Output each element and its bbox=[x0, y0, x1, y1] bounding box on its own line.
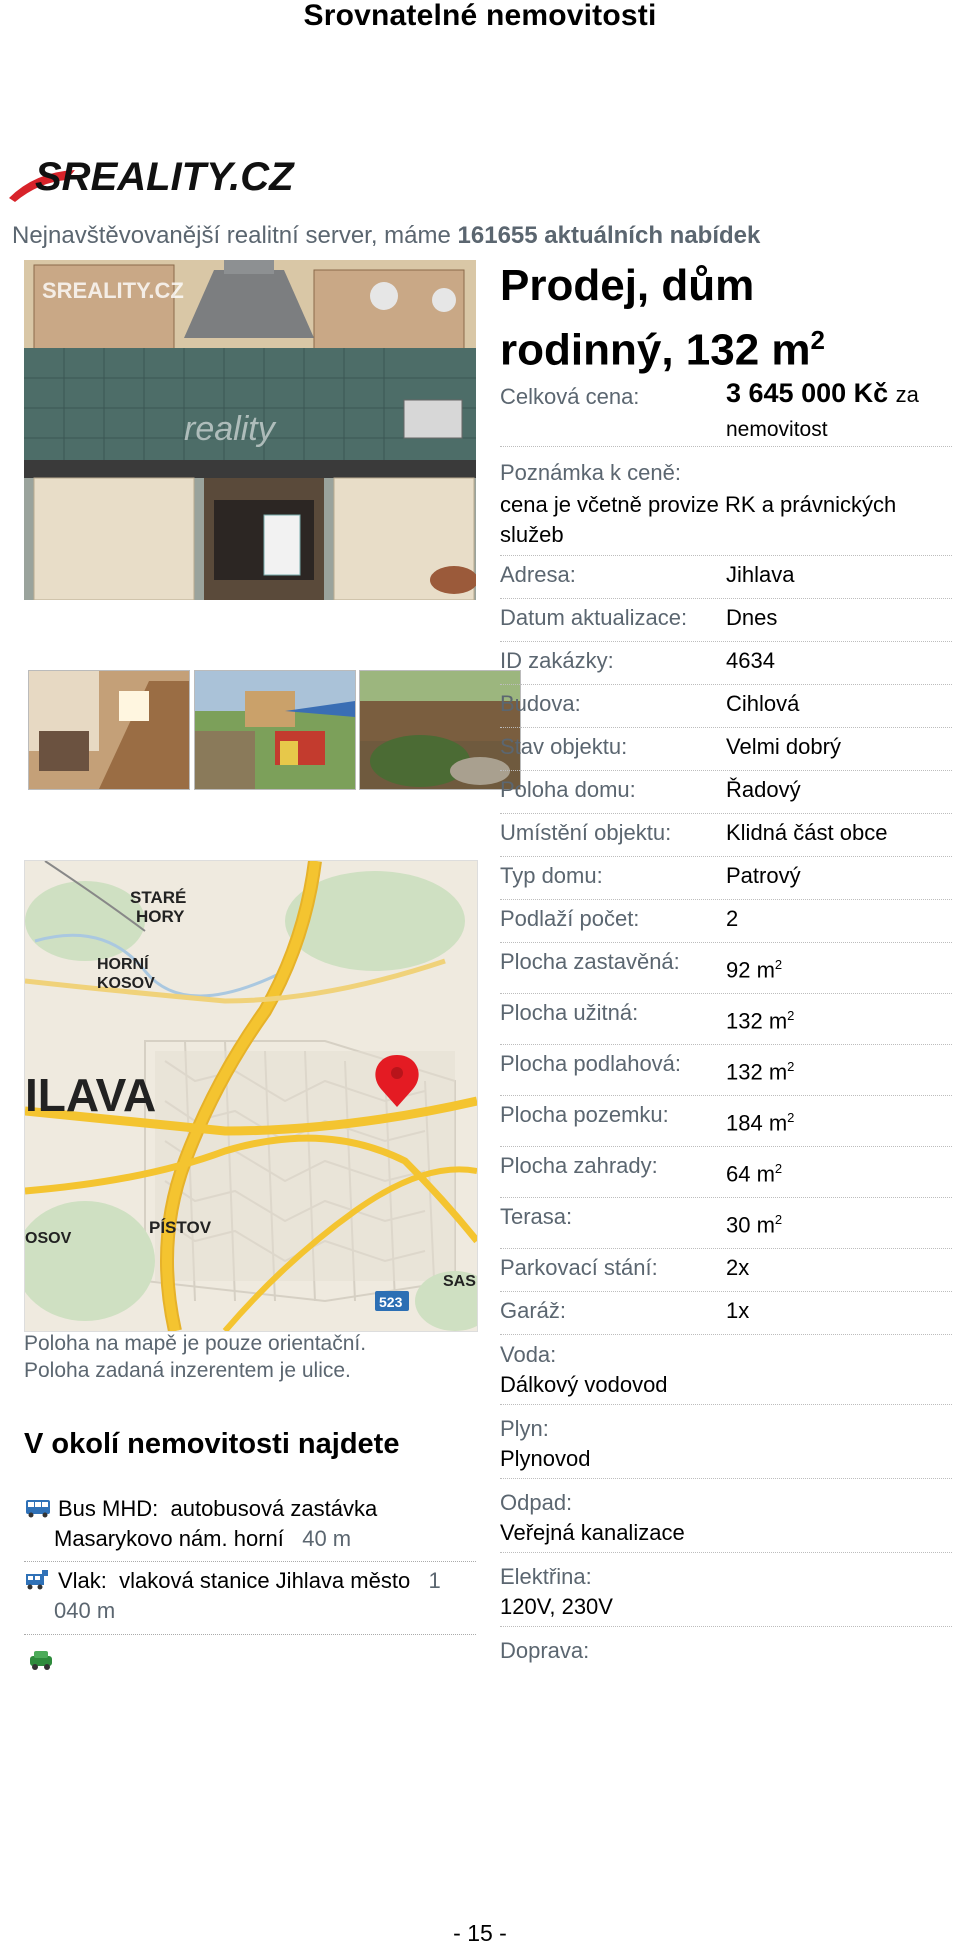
field-value: Dnes bbox=[726, 605, 778, 630]
field-value: 2 bbox=[726, 906, 739, 931]
field-value: 92 $m^2$ bbox=[726, 957, 783, 983]
utility-value: 120V, 230V bbox=[500, 1594, 613, 1619]
field-label: Plocha podlahová: bbox=[500, 1051, 682, 1076]
field-row bbox=[500, 949, 952, 994]
field-label: Budova: bbox=[500, 691, 581, 716]
thumbnail-2[interactable] bbox=[194, 670, 356, 790]
field-value: Patrový bbox=[726, 863, 801, 888]
field-row bbox=[500, 863, 952, 900]
tagline: Nejnavštěvovanější realitní server, máme 161655 aktuálních nabídek bbox=[12, 222, 761, 249]
page-title: Srovnatelné nemovitosti bbox=[303, 0, 657, 32]
nearby-item-train: Vlak: vlaková stanice Jihlava město 1 040 m bbox=[24, 1566, 476, 1626]
nearby-divider bbox=[24, 1561, 476, 1562]
map-label-stare-hory-2: HORY bbox=[136, 907, 185, 926]
field-label: Adresa: bbox=[500, 562, 576, 587]
field-value: Řadový bbox=[726, 777, 801, 802]
field-row bbox=[500, 648, 952, 685]
photo-watermark: SREALITY.CZ bbox=[42, 278, 184, 303]
price-note: nemovitost bbox=[726, 418, 828, 441]
utility-label: Elektřina: bbox=[500, 1564, 592, 1589]
nearby-heading: V okolí nemovitosti najdete bbox=[24, 1428, 400, 1460]
utility-label: Plyn: bbox=[500, 1416, 549, 1441]
utility-row bbox=[500, 1342, 952, 1405]
field-row bbox=[500, 1255, 952, 1292]
map-label-pistov: PÍSTOV bbox=[149, 1218, 212, 1237]
field-label: Plocha zastavěná: bbox=[500, 949, 680, 974]
field-label: Parkovací stání: bbox=[500, 1255, 658, 1280]
utility-row bbox=[500, 1564, 952, 1627]
price-note-row: Poznámka k ceně: cena je včetně provize RK a právnických služeb bbox=[500, 460, 952, 556]
field-label: Plocha užitná: bbox=[500, 1000, 639, 1025]
field-row bbox=[500, 1153, 952, 1198]
field-value: 64 $m^2$ bbox=[726, 1161, 783, 1187]
utility-row bbox=[500, 1490, 952, 1553]
utility-label: Voda: bbox=[500, 1342, 557, 1367]
main-photo[interactable] bbox=[24, 260, 476, 600]
field-label: Datum aktualizace: bbox=[500, 605, 688, 630]
map-note: Poloha na mapě je pouze orientační. Poloha zadaná inzerentem je ulice. bbox=[24, 1332, 367, 1382]
field-row bbox=[500, 734, 952, 771]
field-row bbox=[500, 1204, 952, 1249]
field-row bbox=[500, 906, 952, 943]
utility-value: Veřejná kanalizace bbox=[500, 1520, 685, 1545]
listing-title: Prodej, dům rodinný, 132 $m^2$ bbox=[500, 261, 826, 375]
nearby-divider bbox=[24, 1634, 476, 1635]
field-label: Podlaží počet: bbox=[500, 906, 640, 931]
car-icon bbox=[28, 1648, 54, 1672]
map-label-stare-hory-1: STARÉ bbox=[130, 888, 187, 907]
field-label: Garáž: bbox=[500, 1298, 567, 1323]
field-row bbox=[500, 605, 952, 642]
logo-text: SREALITY.CZ bbox=[35, 155, 294, 199]
page-number: - 15 - bbox=[453, 1920, 507, 1946]
field-value: 132 $m^2$ bbox=[726, 1059, 795, 1085]
field-row bbox=[500, 1000, 952, 1045]
field-value: 4634 bbox=[726, 648, 775, 673]
field-label: Poloha domu: bbox=[500, 777, 636, 802]
map-label-jihlava: ILAVA bbox=[25, 1069, 157, 1121]
field-label: Plocha zahrady: bbox=[500, 1153, 658, 1178]
utility-row bbox=[500, 1638, 952, 1670]
field-row bbox=[500, 1051, 952, 1096]
field-label: Stav objektu: bbox=[500, 734, 628, 759]
field-value: Jihlava bbox=[726, 562, 795, 587]
field-row bbox=[500, 691, 952, 728]
field-row bbox=[500, 777, 952, 814]
sreality-logo[interactable] bbox=[5, 150, 365, 206]
field-label: Terasa: bbox=[500, 1204, 573, 1229]
field-value: Klidná část obce bbox=[726, 820, 888, 845]
field-label: Umístění objektu: bbox=[500, 820, 672, 845]
location-map[interactable] bbox=[24, 860, 478, 1332]
map-label-sasov: SAS bbox=[443, 1273, 476, 1290]
field-label: ID zakázky: bbox=[500, 648, 614, 673]
thumbnail-3[interactable] bbox=[359, 670, 521, 790]
field-value: 1x bbox=[726, 1298, 750, 1323]
price-value: 3 645 000 Kč za bbox=[726, 378, 919, 408]
field-value: 30 $m^2$ bbox=[726, 1212, 783, 1238]
map-label-horni-kosov-2: KOSOV bbox=[97, 975, 155, 992]
utility-label: Doprava: bbox=[500, 1638, 590, 1663]
price-note-value: cena je včetně provize RK a právnických služeb bbox=[500, 492, 897, 547]
train-icon bbox=[24, 1570, 52, 1590]
price-label: Celková cena: bbox=[500, 384, 640, 409]
field-row bbox=[500, 820, 952, 857]
field-value: 184 $m^2$ bbox=[726, 1110, 795, 1136]
map-label-kosov: OSOV bbox=[25, 1230, 72, 1247]
price-row bbox=[500, 378, 952, 447]
thumbnail-1[interactable] bbox=[28, 670, 190, 790]
map-road-number: 523 bbox=[379, 1294, 403, 1310]
field-label: Plocha pozemku: bbox=[500, 1102, 669, 1127]
field-row bbox=[500, 1102, 952, 1147]
utility-row bbox=[500, 1416, 952, 1479]
field-row bbox=[500, 1298, 952, 1335]
utility-label: Odpad: bbox=[500, 1490, 573, 1515]
field-value: Velmi dobrý bbox=[726, 734, 841, 759]
utility-value: Plynovod bbox=[500, 1446, 591, 1471]
field-value: 2x bbox=[726, 1255, 750, 1280]
field-value: Cihlová bbox=[726, 691, 800, 716]
field-label: Typ domu: bbox=[500, 863, 603, 888]
offer-count: 161655 aktuálních nabídek bbox=[457, 222, 761, 249]
field-value: 132 $m^2$ bbox=[726, 1008, 795, 1034]
bus-icon bbox=[24, 1498, 52, 1518]
utility-value: Dálkový vodovod bbox=[500, 1372, 668, 1397]
field-row bbox=[500, 562, 952, 599]
map-label-horni-kosov-1: HORNÍ bbox=[97, 956, 149, 973]
photo-watermark-2: reality bbox=[184, 410, 275, 448]
nearby-item-bus: Bus MHD: autobusová zastávka Masarykovo nám. horní 40 m bbox=[24, 1494, 476, 1554]
